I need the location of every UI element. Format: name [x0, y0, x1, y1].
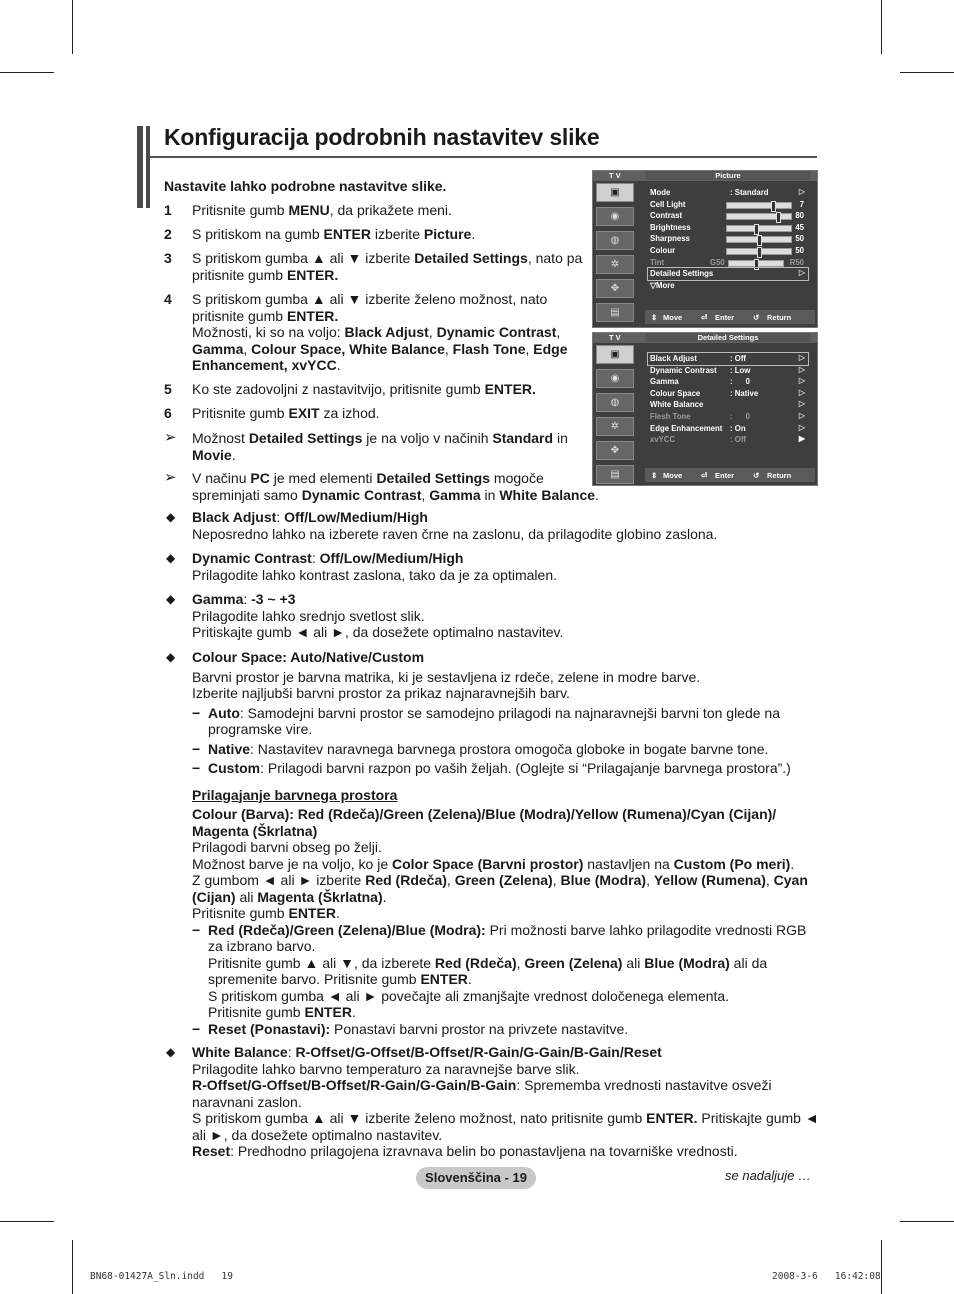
osd-row-white-balance[interactable]: White Balance ▷	[650, 399, 805, 410]
step-4: 4 S pritiskom gumba ▲ ali ▼ izberite želeno možnost, nato pritisnite gumb ENTER. Možnosti, ki so na voljo: Black Adjust, Dynamic Contrast, Gamma, Colour Space, White Balance, Flash Tone, Edge Enhancement, xvYCC.	[164, 291, 568, 373]
input-icon: ✥	[596, 441, 634, 460]
bullet-diamond-icon: ◆	[166, 551, 176, 565]
osd-row-dynamic-contrast[interactable]: Dynamic Contrast : Low ▷	[650, 364, 805, 375]
return-icon: ↺	[753, 471, 760, 480]
bullet-diamond-icon: ◆	[166, 510, 176, 524]
osd-header: Picture	[645, 171, 811, 180]
channel-icon: ◍	[596, 231, 634, 250]
step-1: 1 Pritisnite gumb MENU, da prikažete meni.	[164, 202, 452, 218]
osd-header: Detailed Settings	[645, 333, 811, 342]
osd-row-brightness[interactable]: Brightness 45	[648, 222, 808, 234]
picture-icon: ▣	[596, 345, 634, 364]
crop-mark	[0, 1221, 54, 1222]
osd-footer: ⇕ Move ⏎ Enter ↺ Return	[645, 310, 815, 324]
title-rule	[150, 156, 817, 158]
print-slug-file: BN68-01427A_Sln.indd 19	[90, 1271, 233, 1282]
channel-icon: ◍	[596, 393, 634, 412]
osd-row-sharpness[interactable]: Sharpness 50	[648, 233, 808, 245]
section-bar	[146, 126, 150, 208]
input-icon: ✥	[596, 279, 634, 298]
page-number-badge: Slovenščina - 19	[416, 1167, 536, 1189]
print-slug-date: 2008-3-6 16:42:08	[772, 1271, 881, 1282]
return-icon: ↺	[753, 313, 760, 322]
continued-note: se nadaljuje …	[725, 1168, 811, 1183]
crop-mark	[900, 1221, 954, 1222]
move-icon: ⇕	[651, 471, 658, 480]
osd-row-edge-enhancement[interactable]: Edge Enhancement : On ▷	[650, 422, 805, 433]
crop-mark	[72, 1240, 73, 1294]
crop-mark	[72, 0, 73, 54]
black-adjust-section: ◆ Black Adjust: Off/Low/Medium/High Neposredno lahko na izberete raven črne na zaslonu, da prilagodite globino zaslona.	[166, 509, 718, 542]
osd-slider[interactable]	[726, 236, 792, 243]
note-arrow-icon: ➢	[164, 429, 177, 446]
osd-row-flesh-tone[interactable]: Flesh Tone : 0 ▷	[650, 410, 805, 421]
move-icon: ⇕	[651, 313, 658, 322]
crop-mark	[900, 72, 954, 73]
picture-icon: ▣	[596, 183, 634, 202]
osd-slider[interactable]	[728, 260, 784, 267]
osd-slider[interactable]	[726, 248, 792, 255]
crop-mark	[881, 0, 882, 54]
bullet-diamond-icon: ◆	[166, 592, 176, 606]
note-1: ➢ Možnost Detailed Settings je na voljo v načinih Standard in Movie.	[164, 429, 568, 463]
gamma-section: ◆ Gamma: -3 ~ +3 Prilagodite lahko srednjo svetlost slik. Pritiskajte gumb ◄ ali ►, da dosežete optimalno nastavitev.	[166, 591, 564, 640]
osd-row-detailed-settings[interactable]: Detailed Settings ▷	[648, 268, 808, 280]
setup-icon: ✲	[596, 255, 634, 274]
note-2: ➢ V načinu PC je med elementi Detailed Settings mogoče spreminjati samo Dynamic Contrast, Gamma in White Balance.	[164, 469, 599, 503]
crop-mark	[0, 72, 54, 73]
sound-icon: ◉	[596, 207, 634, 226]
osd-slider[interactable]	[726, 202, 792, 209]
intro-text: Nastavite lahko podrobne nastavitve slike.	[164, 178, 447, 194]
colour-space-section: ◆ Colour Space: Auto/Native/Custom Barvni prostor je barvna matrika, ki je sestavljena iz rdeče, zelene in modre barve. Izberite najljubši barvni prostor za prikaz najnaravnejših barv. − Auto: Samodejni barvni prostor se samodejno prilagodi na najnaravnejši barvni ton glede na programske vire. − Native: Nastavitev naravnega barvnega prostora omogoča globoke in bogate barvne tone. − Custom: Prilagodi barvni razpon po vaših željah. (Oglejte si “Prilagajanje barvnega prostora”.) Prilagajanje barvnega prostora Colour (Barva): Red (Rdeča)/Green (Zelena)/Blue (Modra)/Yellow (Rumena)/Cyan (Cijan)/ Magenta (Škrlatna) Prilagodi barvni obseg po želji. Možnost barve je na voljo, ko je Color Space (Barvni prostor) nastavljen na Custom (Po meri). Z gumbom ◄ ali ► izberite Red (Rdeča), Green (Zelena), Blue (Modra), Yellow (Rumena), Cyan (Cijan) ali Magenta (Škrlatna). Pritisnite gumb ENTER. − Red (Rdeča)/Green (Zelena)/Blue (Modra): Pri možnosti barve lahko prilagodite vrednosti RGB za izbrano barvo. Pritisnite gumb ▲ ali ▼, da izberete Red (Rdeča), Green (Zelena) ali Blue (Modra) ali da spremenite barvo. Pritisnite gumb ENTER. S pritiskom gumba ◄ ali ► povečajte ali zmanjšajte vrednost določenega elementa. Pritisnite gumb ENTER. − Reset (Ponastavi): Ponastavi barvni prostor na privzete nastavitve.	[166, 649, 808, 1037]
osd-footer: ⇕ Move ⏎ Enter ↺ Return	[645, 468, 815, 482]
white-balance-section: ◆ White Balance: R-Offset/G-Offset/B-Offset/R-Gain/G-Gain/B-Gain/Reset Prilagodite lahko barvno temperaturo za naravnejše barve slik. R-Offset/G-Offset/B-Offset/R-Gain/G-Gain/B-Gain: Sprememba vrednosti nastavitve osveži naravnani zaslon. S pritiskom gumba ▲ ali ▼ izberite želeno možnost, nato pritisnite gumb ENTER. Pritiskajte gumb ◄ ali ►, da dosežete optimalno nastavitev. Reset: Predhodno prilagojena izravnava belin bo ponastavljena na tovarniške vrednosti.	[166, 1044, 819, 1159]
sound-icon: ◉	[596, 369, 634, 388]
osd-row-black-adjust[interactable]: Black Adjust : Off ▷	[648, 353, 808, 365]
osd-row-contrast[interactable]: Contrast 80	[648, 210, 808, 222]
osd-row-tint[interactable]: Tint G50 R50	[648, 257, 808, 269]
application-icon: ▤	[596, 465, 634, 484]
crop-mark	[881, 1240, 882, 1294]
enter-icon: ⏎	[701, 471, 708, 480]
page-title: Konfiguracija podrobnih nastavitev slike	[164, 124, 600, 150]
step-3: 3 S pritiskom gumba ▲ ali ▼ izberite Detailed Settings, nato pa pritisnite gumb ENTER.	[164, 250, 583, 283]
osd-slider[interactable]	[726, 213, 792, 220]
step-2: 2 S pritiskom na gumb ENTER izberite Picture.	[164, 226, 476, 242]
step-5: 5 Ko ste zadovoljni z nastavitvijo, pritisnite gumb ENTER.	[164, 381, 536, 397]
osd-row-mode[interactable]: Mode : Standard ▷	[650, 187, 805, 197]
step-6: 6 Pritisnite gumb EXIT za izhod.	[164, 405, 380, 421]
bullet-diamond-icon: ◆	[166, 1045, 176, 1059]
subsection-heading: Prilagajanje barvnega prostora	[192, 786, 398, 803]
application-icon: ▤	[596, 303, 634, 322]
tv-osd-detailed-settings-menu: T V Detailed Settings ▣ ◉ ◍ ✲ ✥ ▤ Black Adjust : Off ▷ Dynamic Contrast : Low ▷ Gamma : 0 ▷ Colour Space : Native ▷ White Balance ▷ Flesh Tone : 0 ▷ Edge Enhancement : On ▷ xvYCC : Off ▶ ⇕ Move ⏎ Enter ↺ Return	[592, 332, 818, 486]
osd-row-gamma[interactable]: Gamma : 0 ▷	[650, 376, 805, 387]
osd-slider[interactable]	[726, 225, 792, 232]
enter-icon: ⏎	[701, 313, 708, 322]
tv-osd-picture-menu: T V Picture ▣ ◉ ◍ ✲ ✥ ▤ Mode : Standard ▷ Cell Light 7 Contrast 80 Brightness 45 Sharpness 50 Colour 50 Tint G50 R50 Detailed Settings ▷ ▽More ⇕ Move ⏎ Enter ↺ Return	[592, 170, 818, 328]
bullet-diamond-icon: ◆	[166, 650, 176, 664]
osd-row-xvycc[interactable]: xvYCC : Off ▶	[650, 434, 805, 445]
dynamic-contrast-section: ◆ Dynamic Contrast: Off/Low/Medium/High Prilagodite lahko kontrast zaslona, tako da je za optimalen.	[166, 550, 557, 583]
osd-row-cell-light[interactable]: Cell Light 7	[648, 199, 808, 211]
osd-row-colour[interactable]: Colour 50	[648, 245, 808, 257]
osd-row-colour-space[interactable]: Colour Space : Native ▷	[650, 387, 805, 398]
section-bar	[137, 126, 143, 208]
setup-icon: ✲	[596, 417, 634, 436]
osd-row-more[interactable]: ▽More	[650, 280, 675, 290]
note-arrow-icon: ➢	[164, 469, 177, 486]
